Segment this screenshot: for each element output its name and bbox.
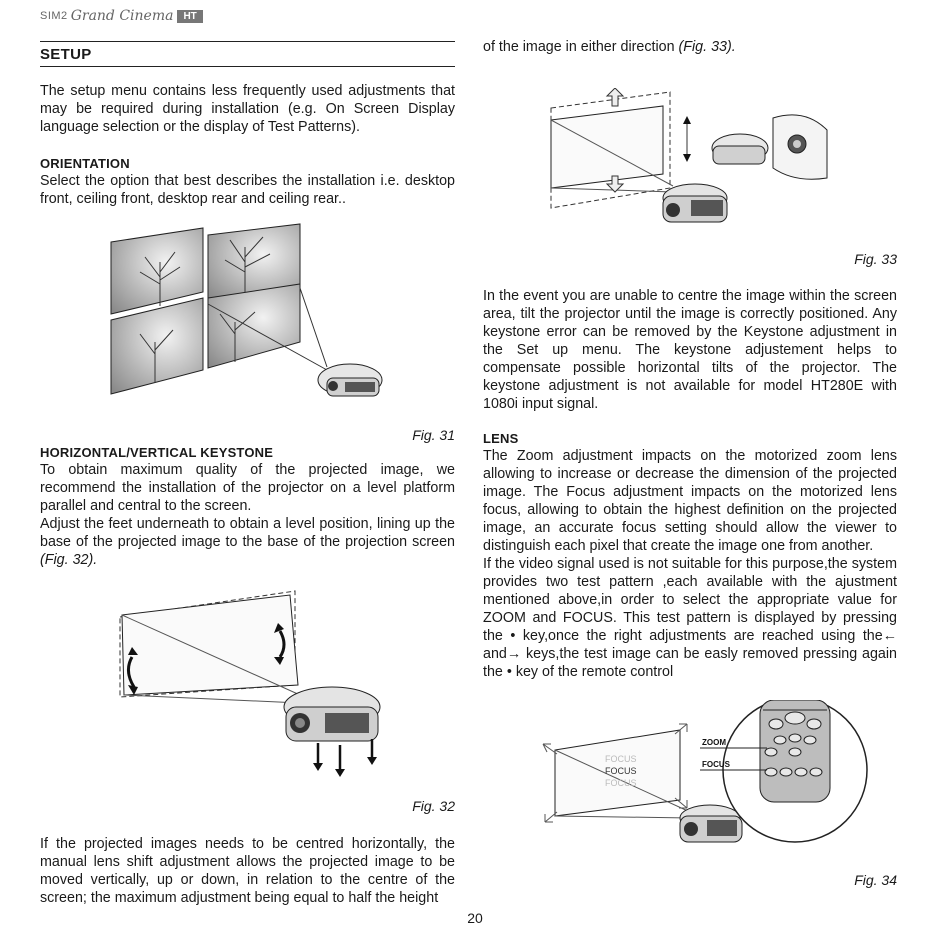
lens-text-2: If the video signal used is not suitable for this purpose,the system provides two test pattern ,each available with the ajustment mentioned above,in order to select the appropriate value for ZOOM and FOCUS. This test pattern is displayed by pressing the • key,once the right adjustments are reached using the← and→ keys,the test image can be easly removed pressing again the • key of the remote control (483, 556, 897, 680)
panel-bottom-right (208, 284, 300, 368)
setup-intro (40, 82, 455, 136)
keystone-section (40, 445, 455, 569)
brand-script: Grand Cinema (70, 8, 174, 24)
projector-icon (284, 687, 380, 741)
fig32-caption: Fig. 32 (412, 798, 455, 814)
keystone-text-2: Adjust the feet underneath to obtain a level position, lining up the base of the projected image to the base of the projection screen (Fig. 32). (40, 516, 455, 568)
title-rule (40, 66, 455, 67)
setup-title-block (40, 46, 455, 63)
left-arrow-icon: ← (882, 628, 897, 644)
keystone-text-1: To obtain maximum quality of the projected image, we recommend the installation of the projector on a level platform parallel and central to the screen. (40, 462, 455, 514)
keystone-fig-ref: (Fig. 32). (40, 552, 98, 568)
lens-heading: LENS (483, 431, 519, 446)
shift-section (40, 835, 455, 907)
zoom-label: ZOOM (702, 738, 726, 747)
keystone-heading: HORIZONTAL/VERTICAL KEYSTONE (40, 445, 274, 460)
projector-icon (663, 184, 727, 222)
page-number: 20 (467, 910, 483, 926)
page-header (40, 8, 203, 24)
lens-section (483, 431, 897, 681)
fig34-caption: Fig. 34 (854, 872, 897, 888)
pattern-label-3: FOCUS (605, 778, 637, 788)
top-rule (40, 41, 455, 42)
right-arrow-icon: → (506, 646, 522, 662)
fig33-caption: Fig. 33 (854, 251, 897, 267)
fig34-illustration (535, 700, 910, 865)
orientation-heading: ORIENTATION (40, 156, 130, 171)
fig31-caption: Fig. 31 (412, 427, 455, 443)
lens-text-1: The Zoom adjustment impacts on the motorized zoom lens allowing to increase or decrease the dimension of the projected image. The Focus adjustment impacts on the motorized lens focus, allowing to obtain the highest definition on the projected image, an accurate focus setting should allow the viewer to distinguish each pixel that create the image one from another. (483, 448, 897, 554)
fig33-illustration (545, 88, 830, 233)
shift-continuation-text: of the image in either direction (Fig. 33). (483, 39, 736, 55)
focus-keyword: FOCUS (562, 610, 613, 626)
brand-badge: HT (177, 10, 202, 23)
section-title: SETUP (40, 46, 92, 63)
focus-label: FOCUS (702, 760, 730, 769)
orientation-text: Select the option that best describes the installation i.e. desktop front, ceiling front, desktop rear and ceiling rear.. (40, 173, 455, 207)
orientation-section (40, 156, 455, 208)
brand-name: SIM2 (40, 10, 68, 22)
fig31-illustration (105, 222, 395, 408)
fig32-illustration (110, 585, 390, 780)
centre-section (483, 287, 897, 413)
setup-intro-text: The setup menu contains less frequently used adjustments that may be required during installation (e.g. On Screen Display language selection or the display of Test Patterns). (40, 83, 455, 135)
panel-bottom-left (111, 298, 203, 394)
lens-shift-inset (683, 115, 827, 179)
centre-text: In the event you are unable to centre the image within the screen area, tilt the projector until the image is correctly positioned. Any keystone error can be removed by the Keystone adjustment in the Set up menu. The keystone adjustement helps to compensate possible horizontal tilts of the projector. The keystone adjustment is not available for model HT280E with 1080i input signal. (483, 288, 897, 412)
shift-continuation (483, 38, 897, 56)
pattern-label-1: FOCUS (605, 754, 637, 764)
pattern-label-2: FOCUS (605, 766, 637, 776)
shift-text: If the projected images needs to be centred horizontally, the manual lens shift adjustment allows the projected image to be moved vertically, up or down, in relation to the centre of the screen; the maximum adjustment being equal to half the height (40, 836, 455, 906)
zoom-keyword: ZOOM (483, 610, 526, 626)
projector-icon (680, 805, 742, 842)
shift-fig-ref: (Fig. 33). (678, 39, 736, 55)
projector-icon (318, 364, 382, 396)
